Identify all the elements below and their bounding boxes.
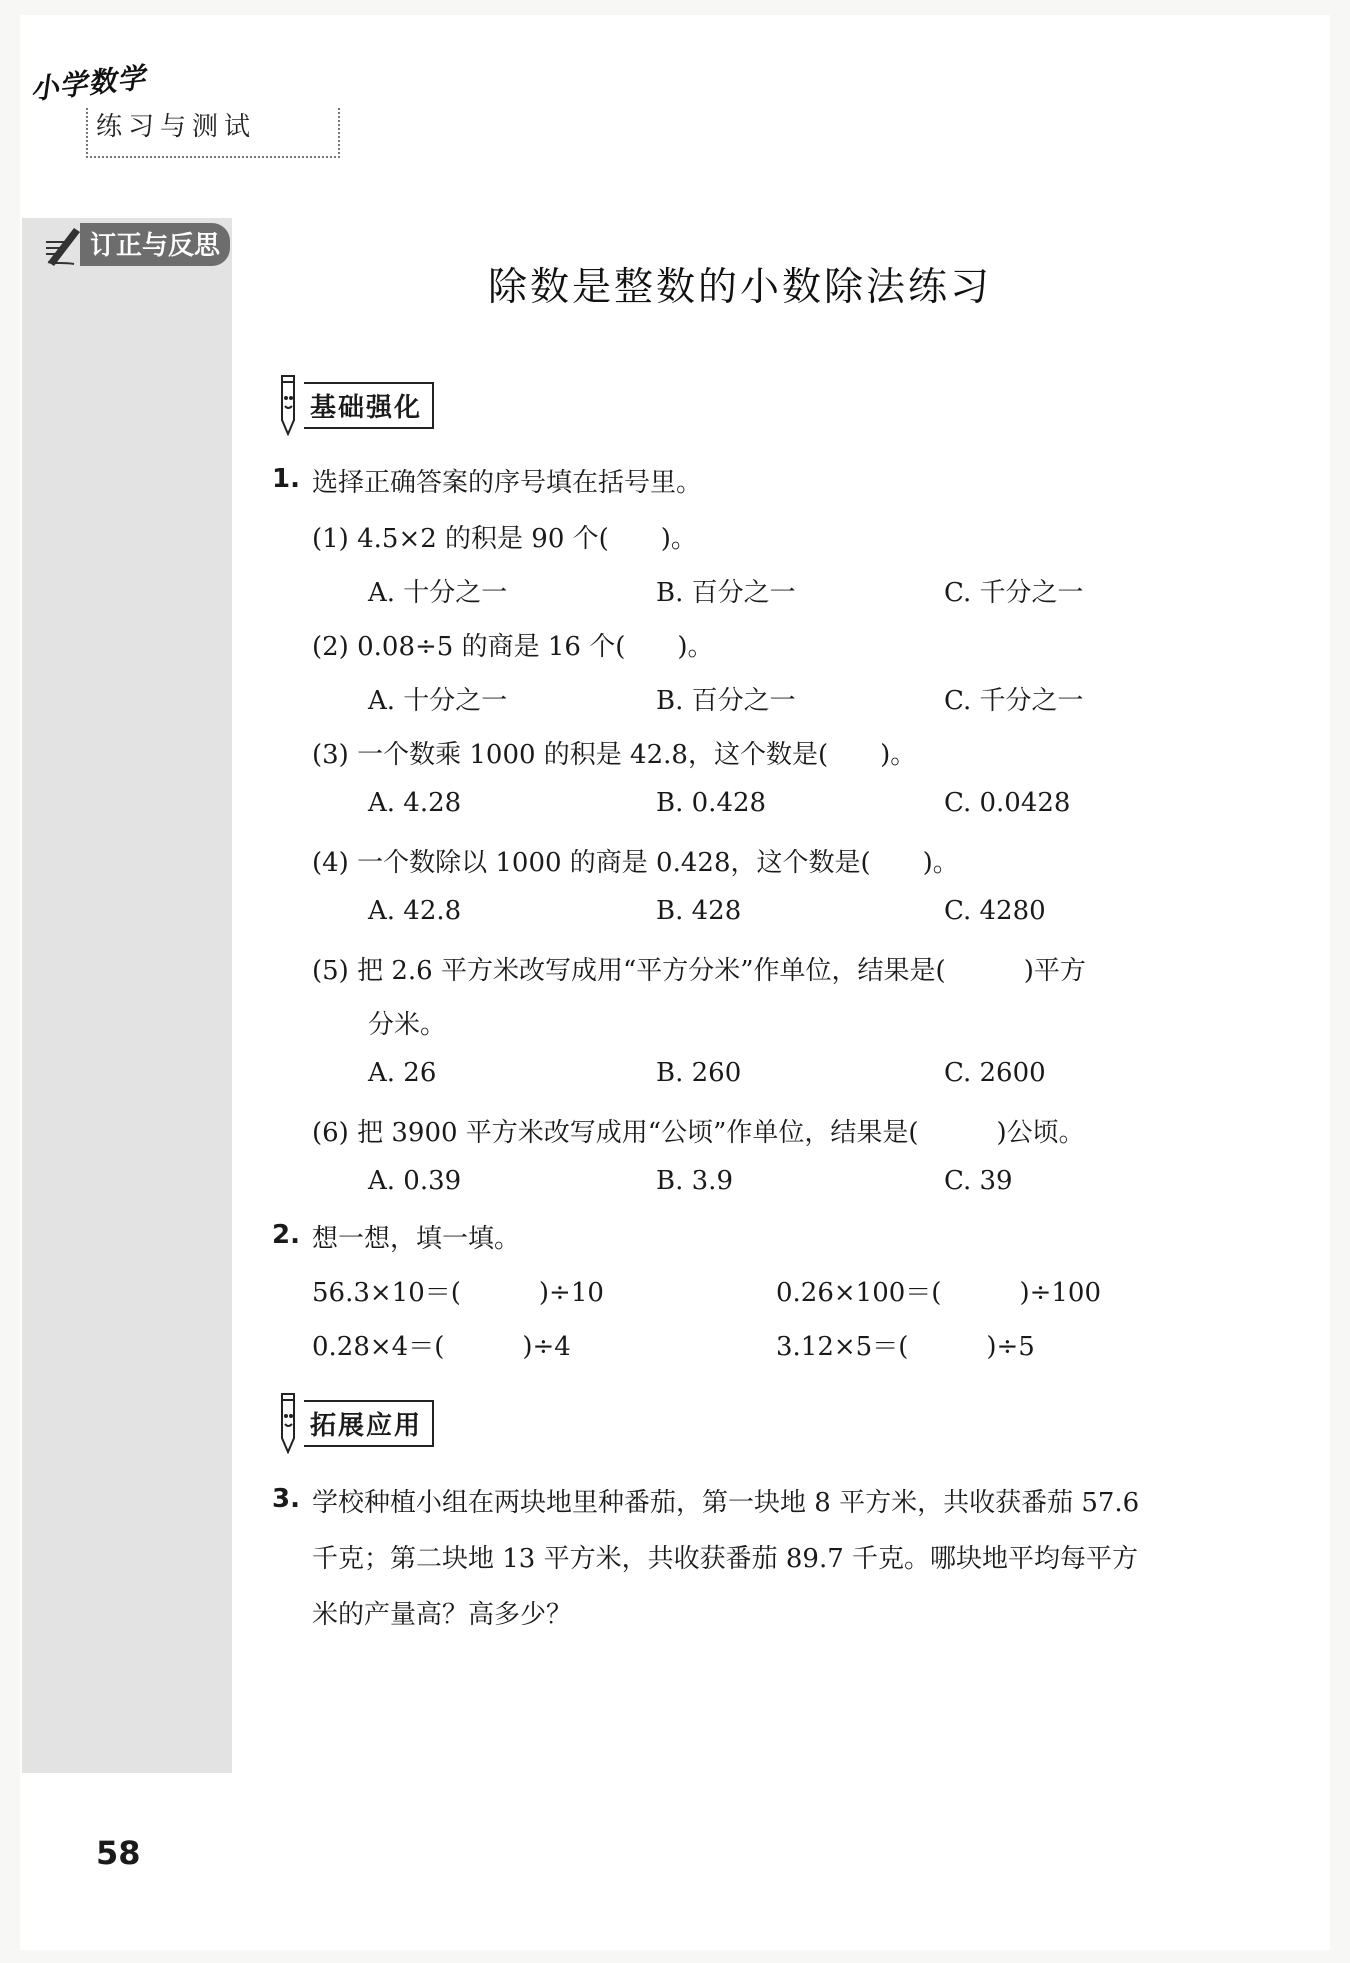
pen-icon: [44, 222, 84, 266]
q1-item-6-stem: (6) 把 3900 平方米改写成用“公顷”作单位，结果是( )公顷。: [312, 1118, 1085, 1148]
q2-expr-2: 0.26×100＝( )÷100: [776, 1278, 1102, 1308]
q1-item-5-option-a: A. 26: [368, 1058, 437, 1088]
q1-item-4-option-b: B. 428: [656, 896, 742, 926]
page-number: 58: [96, 1834, 141, 1872]
section-basic-label: 基础强化: [304, 382, 434, 429]
section-extend-label: 拓展应用: [304, 1400, 434, 1447]
q1-item-6-option-c: C. 39: [944, 1166, 1013, 1196]
question-prompt: 选择正确答案的序号填在括号里。: [312, 468, 703, 498]
q1-item-1-stem: (1) 4.5×2 的积是 90 个( )。: [312, 524, 697, 554]
q2-expr-4: 3.12×5＝( )÷5: [776, 1332, 1035, 1362]
q1-item-3-option-b: B. 0.428: [656, 788, 767, 818]
q1-item-3-stem: (3) 一个数乘 1000 的积是 42.8，这个数是( )。: [312, 740, 917, 770]
brand-subtitle: 练习与测试: [96, 112, 257, 142]
q1-item-2-option-b: B. 百分之一: [656, 686, 796, 716]
q1-item-1-option-b: B. 百分之一: [656, 578, 796, 608]
q1-item-3-option-a: A. 4.28: [368, 788, 462, 818]
q1-item-1-option-a: A. 十分之一: [368, 578, 508, 608]
q1-item-6-option-b: B. 3.9: [656, 1166, 733, 1196]
page-title: 除数是整数的小数除法练习: [487, 265, 992, 310]
q1-item-4-option-a: A. 42.8: [368, 896, 462, 926]
q1-item-3-option-c: C. 0.0428: [944, 788, 1071, 818]
reflection-tag: [44, 222, 230, 266]
pencil-icon: [272, 374, 304, 436]
q1-item-4-stem: (4) 一个数除以 1000 的商是 0.428，这个数是( )。: [312, 848, 959, 878]
q1-item-4-option-c: C. 4280: [944, 896, 1046, 926]
section-basic: [272, 374, 434, 436]
q1-item-1-option-c: C. 千分之一: [944, 578, 1084, 608]
q3-line-3: 米的产量高？高多少？: [312, 1600, 573, 1630]
question-number: 2.: [272, 1220, 300, 1250]
section-extend: [272, 1392, 434, 1454]
q3-line-1: 学校种植小组在两块地里种番茄，第一块地 8 平方米，共收获番茄 57.6: [312, 1488, 1140, 1518]
q1-item-2-stem: (2) 0.08÷5 的商是 16 个( )。: [312, 632, 714, 662]
q1-item-2-option-a: A. 十分之一: [368, 686, 508, 716]
q1-item-6-option-a: A. 0.39: [368, 1166, 462, 1196]
q3-line-2: 千克；第二块地 13 平方米，共收获番茄 89.7 千克。哪块地平均每平方: [312, 1544, 1139, 1574]
q1-item-5-option-c: C. 2600: [944, 1058, 1046, 1088]
q1-item-5-stem: (5) 把 2.6 平方米改写成用“平方分米”作单位，结果是( )平方: [312, 956, 1086, 986]
question-number: 3.: [272, 1484, 300, 1514]
q1-item-2-option-c: C. 千分之一: [944, 686, 1084, 716]
q2-expr-1: 56.3×10＝( )÷10: [312, 1278, 604, 1308]
question-prompt: 想一想，填一填。: [312, 1224, 521, 1254]
question-number: 1.: [272, 464, 300, 494]
q1-item-5-stem-cont: 分米。: [368, 1010, 447, 1040]
brand-title: 小学数学: [28, 61, 148, 106]
reflection-label: 订正与反思: [80, 223, 230, 266]
reflection-sidebar: [22, 218, 232, 1773]
pencil-icon: [272, 1392, 304, 1454]
q2-expr-3: 0.28×4＝( )÷4: [312, 1332, 571, 1362]
q1-item-5-option-b: B. 260: [656, 1058, 742, 1088]
